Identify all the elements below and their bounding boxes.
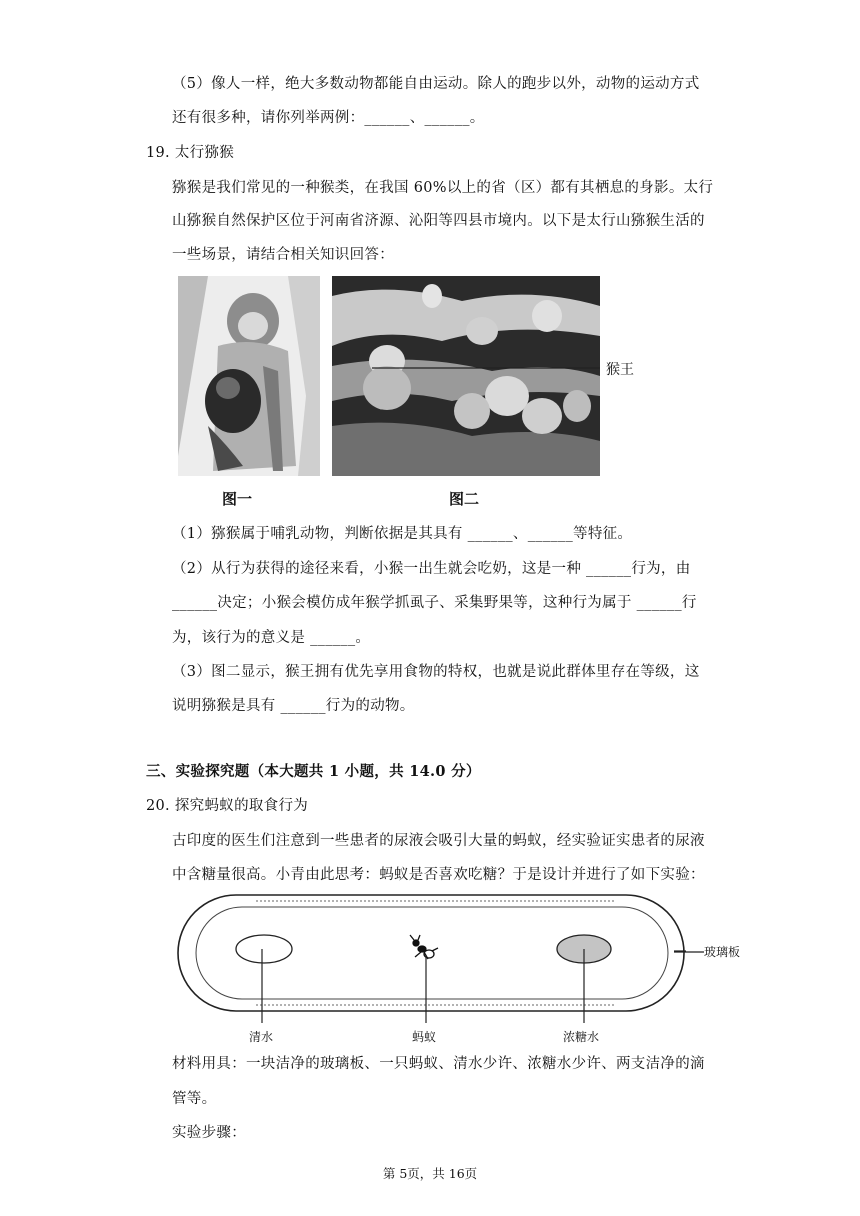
- q20-materials-line1: 材料用具：一块洁净的玻璃板、一只蚂蚁、清水少许、浓糖水少许、两支洁净的滴: [172, 1056, 705, 1072]
- q19-question3-line2: 说明猕猴是具有 ______行为的动物。: [172, 698, 415, 714]
- page-footer: 第 5页，共 16页: [382, 1166, 478, 1181]
- figure2-pointer-line: [372, 360, 604, 380]
- q19-intro-line3: 一些场景，请结合相关知识回答：: [172, 247, 394, 263]
- q18-part5-line2: 还有很多种，请你列举两例：______、______。: [172, 110, 485, 126]
- q19-question2-line3: 为，该行为的意义是 ______。: [172, 630, 371, 646]
- q19-question3-line1: （3）图二显示，猴王拥有优先享用食物的特权，也就是说此群体里存在等级，这: [172, 664, 700, 680]
- glass-pointer-line: [674, 950, 704, 954]
- glass-plate-label: 玻璃板: [704, 945, 741, 959]
- q19-intro-line2: 山猕猴自然保护区位于河南省济源、沁阳等四县市境内。以下是太行山猕猴生活的: [172, 213, 705, 229]
- q20-steps: 实验步骤：: [172, 1125, 246, 1141]
- figure2-monkey-king-label: 猴王: [606, 362, 634, 378]
- figure2-caption: 图二: [449, 490, 480, 508]
- q19-question2-line2: ______决定；小猴会模仿成年猴学抓虱子、采集野果等，这种行为属于 ______行: [172, 595, 697, 611]
- q20-materials-line2: 管等。: [172, 1091, 217, 1107]
- q19-question1: （1）猕猴属于哺乳动物，判断依据是其具有 ______、______等特征。: [172, 526, 633, 542]
- figure1-monkey-drawing: [178, 276, 320, 476]
- section3-heading: 三、实验探究题（本大题共 1 小题，共 14.0 分）: [146, 763, 481, 780]
- q18-part5-line1: （5）像人一样，绝大多数动物都能自由运动。除人的跑步以外，动物的运动方式: [172, 76, 700, 92]
- sugar-water-label: 浓糖水: [563, 1030, 600, 1044]
- q20-intro-line2: 中含糖量很高。小青由此思考：蚂蚁是否喜欢吃糖？于是设计并进行了如下实验：: [172, 867, 705, 883]
- q20-intro-line1: 古印度的医生们注意到一些患者的尿液会吸引大量的蚂蚁，经实验证实患者的尿液: [172, 833, 705, 849]
- q19-title: 19. 太行猕猴: [146, 145, 235, 161]
- water-label: 清水: [249, 1030, 274, 1044]
- ant-experiment-diagram: [176, 893, 686, 1023]
- q20-title: 20. 探究蚂蚁的取食行为: [146, 798, 309, 814]
- figure1-caption: 图一: [222, 490, 253, 508]
- q19-question2-line1: （2）从行为获得的途径来看，小猴一出生就会吃奶，这是一种 ______行为，由: [172, 561, 691, 577]
- figure1-monkey-photo: [178, 276, 320, 476]
- water-drop: [236, 935, 292, 963]
- ant-label: 蚂蚁: [412, 1030, 437, 1044]
- q19-intro-line1: 猕猴是我们常见的一种猴类，在我国 60%以上的省（区）都有其栖息的身影。太行: [172, 180, 714, 196]
- ant-icon: [410, 935, 438, 959]
